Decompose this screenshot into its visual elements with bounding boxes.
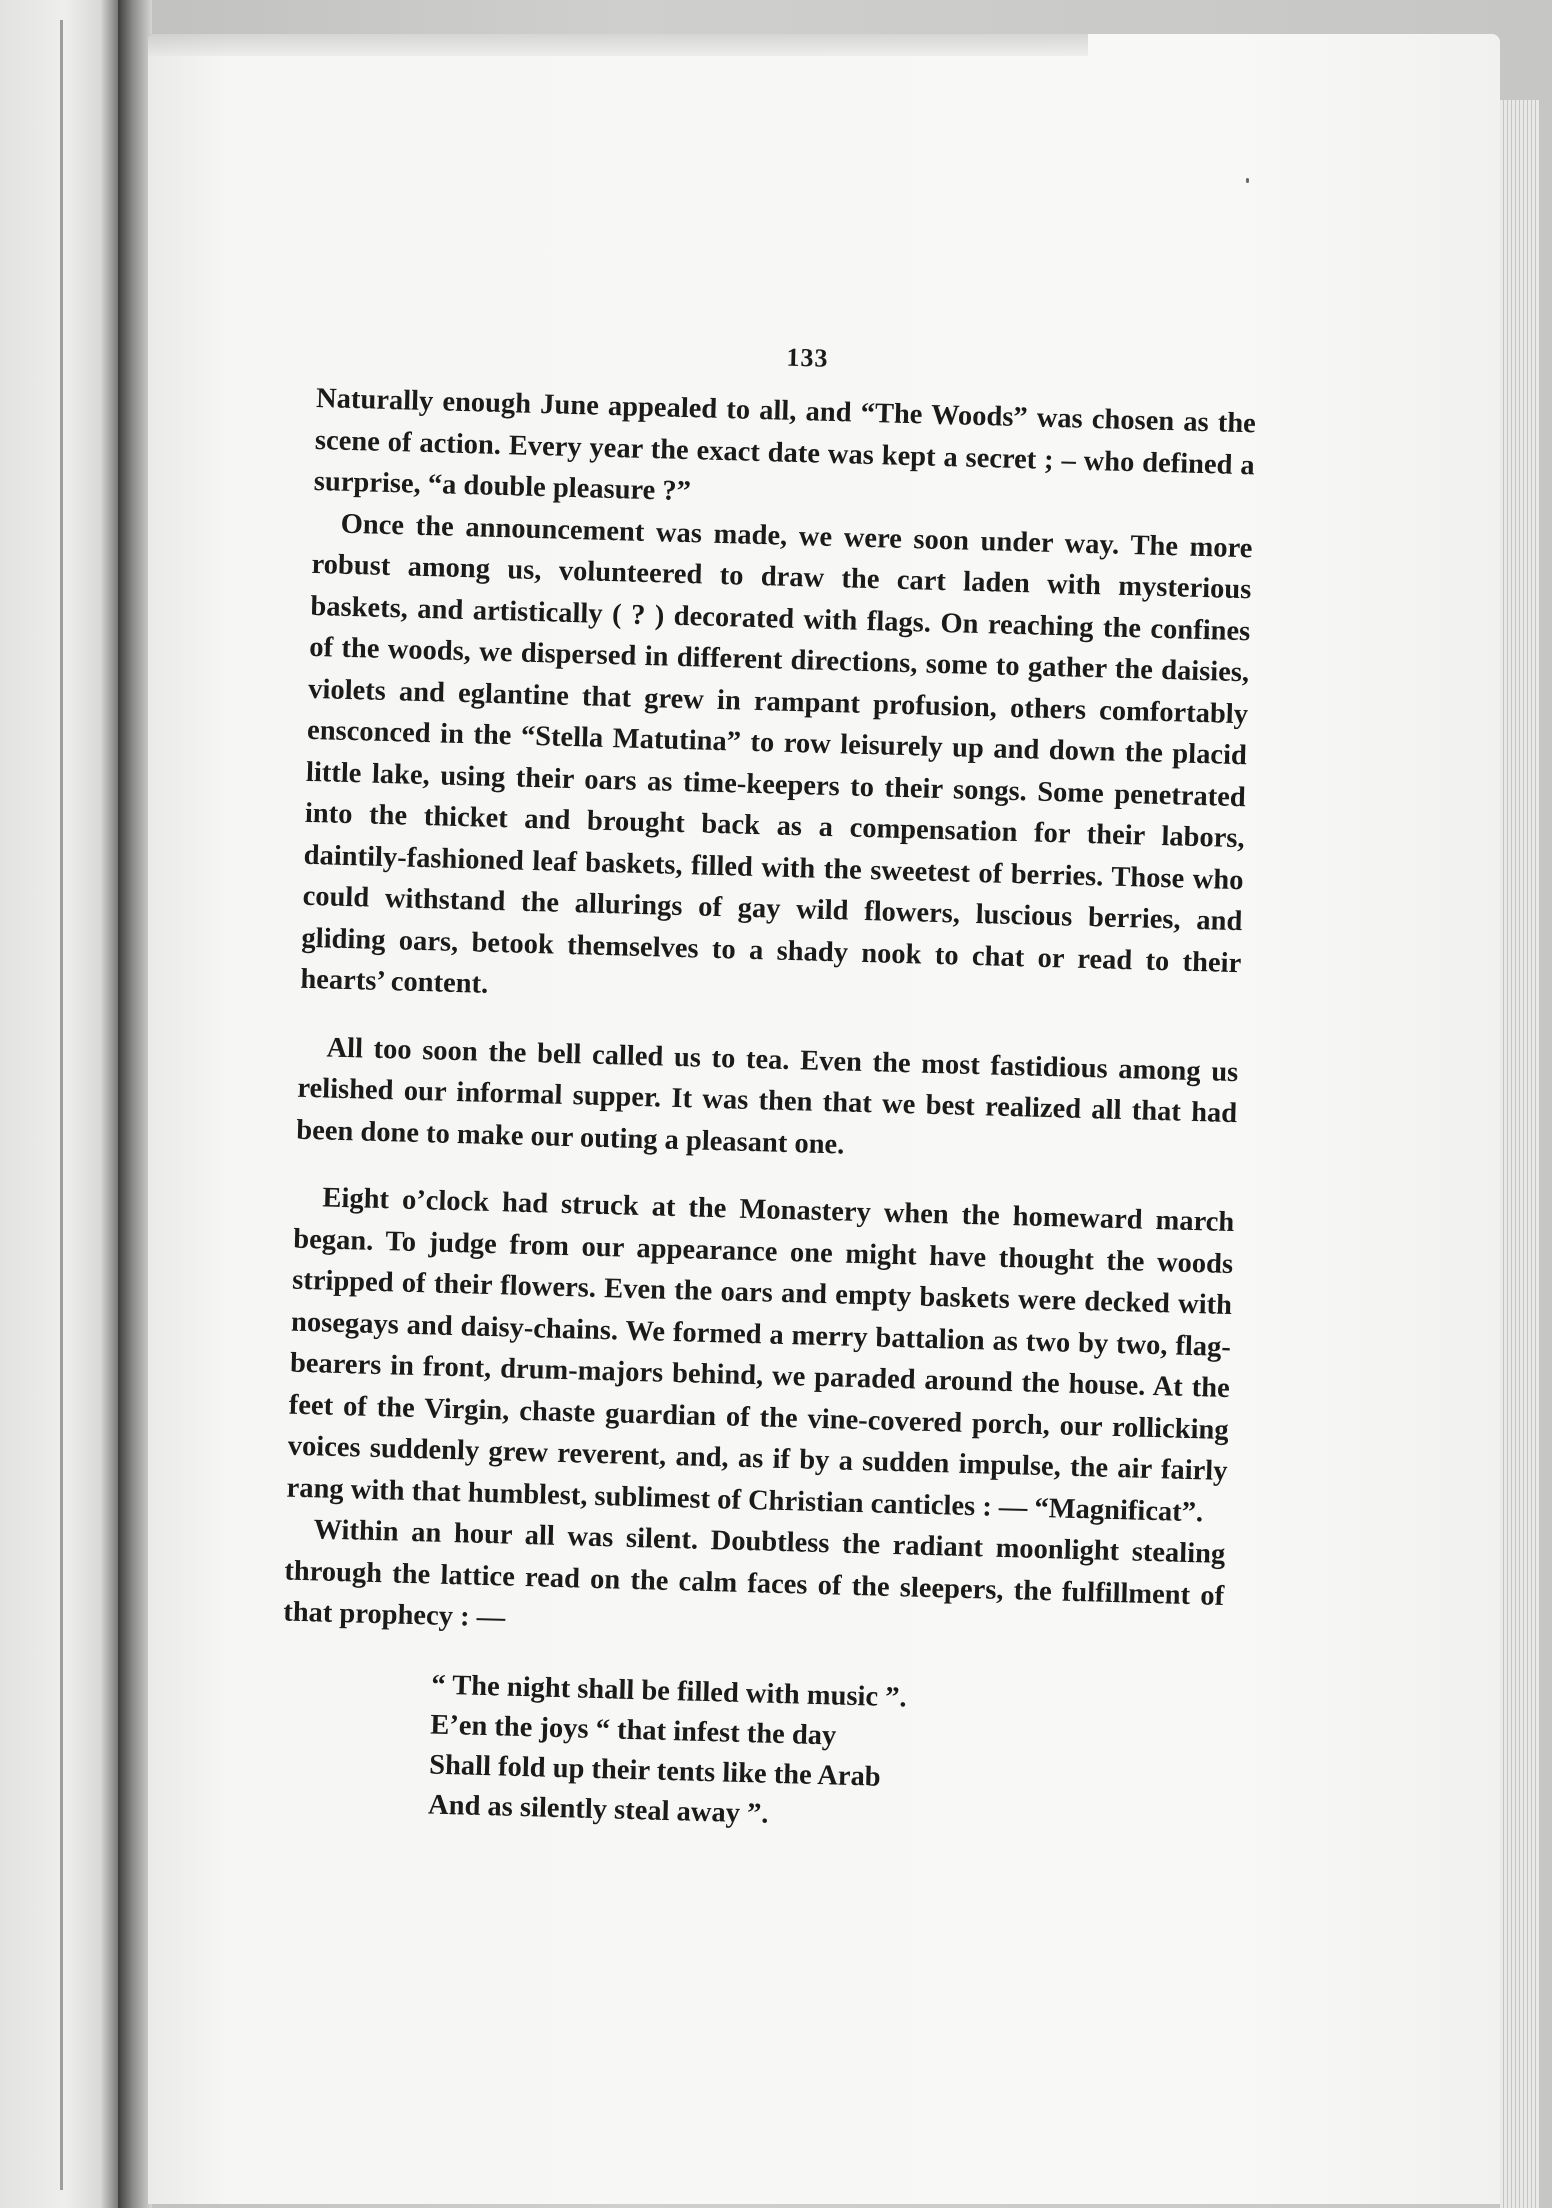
verse-line-4: And as silently steal away ”. — [427, 1789, 769, 1830]
page-top-shadow — [148, 34, 1088, 56]
left-page-edge — [60, 20, 63, 2190]
left-page-margin — [0, 0, 118, 2208]
verse-line-3: Shall fold up their tents like the Arab — [428, 1749, 882, 1793]
paragraph-5: Within an hour all was silent. Doubtless the radiant moonlight stealing through the lattice read on the calm faces of the sleepers, the fulfillment of that prophecy : — — [282, 1514, 1226, 1634]
paragraph-3: All too soon the bell called us to tea. Even the most fastidious among us relished our informal supper. It was then that we best realized all that had been done to make our outing a pleasant one. — [295, 1032, 1239, 1161]
page-number: 133 — [786, 342, 829, 373]
verse-quotation — [428, 1665, 1222, 1846]
page-stack-edges — [1500, 100, 1540, 2208]
book-spine-shadow — [118, 0, 152, 2208]
verse-line-2: E’en the joys “ that infest the day — [429, 1709, 837, 1752]
paragraph-4: Eight o’clock had struck at the Monastery when the homeward march began. To judge from our appearance one might have thought the woods stripped of their flowers. Even the oars and empty baskets were decked with nosegays and daisy-chains. We formed a merry battalion as two by two, flag-bearers in front, drum-majors behind, we paraded around the house. At the feet of the Virgin, chaste guardian of the vine-covered porch, our rollicking voices suddenly grew reverent, and, as if by a sudden impulse, the air fairly rang with that humblest, sublimest of Christian canticles : — “Magnificat”. — [286, 1182, 1235, 1528]
paper-speck — [1246, 178, 1249, 183]
paragraph-2: Once the announcement was made, we were soon under way. The more robust among us, volunteered to draw the cart laden with mysterious baskets, and artistically ( ? ) decorated with flags. On reaching the confines of the woods, we dispersed in different directions, some to gather the daisies, violets and eglantine that grew in rampant profusion, others comfortably ensconced in the “Stella Matutina” to row leisurely up and down the placid little lake, using their oars as time-keepers to their songs. Some penetrated into the thicket and brought back as a compensation for their labors, daintily-fashioned leaf baskets, filled with the sweetest of berries. Those who could withstand the allurings of gay wild flowers, luscious berries, and gliding oars, betook themselves to a shady nook to chat or read to their hearts’ content. — [300, 508, 1253, 1000]
paragraph-1: Naturally enough June appealed to all, and “The Woods” was chosen as the scene of action. Every year the exact date was kept a secret ; – who defined a surprise, “a double pleasure ?” — [313, 382, 1257, 508]
verse-line-1: “ The night shall be filled with music ”. — [430, 1669, 907, 1713]
page-text-block — [278, 330, 1258, 1846]
